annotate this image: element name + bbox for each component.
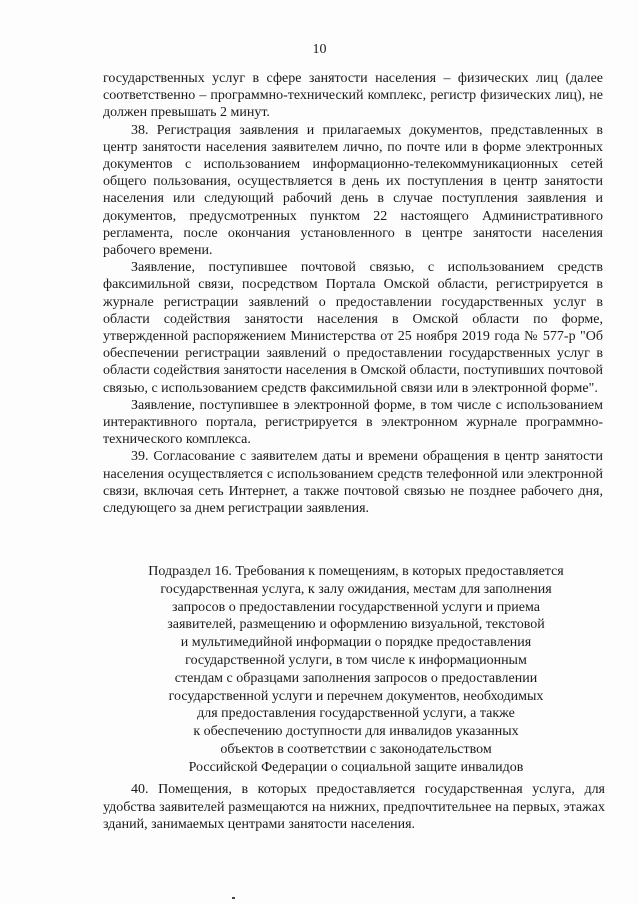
paragraph-39: 39. Согласование с заявителем даты и времени обращения в центр занятости населения осуществляется с использованием средств телефонной или электронной связи, включая сеть Интернет, а также почтовой связью не позднее рабочего дня, следующего за днем регистрации заявления.: [103, 449, 603, 517]
heading-line: запросов о предоставлении государственной услуги и приема: [172, 599, 540, 615]
heading-line: государственной услуги, в том числе к информационным: [185, 652, 527, 668]
heading-line: стендам с образцами заполнения запросов о предоставлении: [174, 670, 538, 686]
paragraph-40: [103, 781, 605, 834]
heading-line: к обеспечению доступности для инвалидов указанных: [193, 724, 519, 740]
heading-line: и мультимедийной информации о порядке предоставления: [180, 635, 532, 651]
heading-line: государственной услуги и перечнем документов, необходимых: [168, 688, 544, 704]
paragraph-40-text: 40. Помещения, в которых предоставляется государственная услуга, для удобства заявителей размещаются на нижних, предпочтительнее на первых, этажах зданий, занимаемых центрами занятости населения.: [103, 782, 605, 833]
page-number: 10: [312, 42, 327, 57]
heading-line: Подраздел 16. Требования к помещениям, в которых предоставляется: [148, 564, 564, 579]
heading-line: для предоставления государственной услуги, а также: [197, 706, 515, 722]
paragraph-38: 38. Регистрация заявления и прилагаемых документов, представленных в центр занятости населения заявителем лично, по почте или в форме электронных документов с использованием информационно-телекоммуникационных сетей общего пользования, осуществляется в день их поступления в центр занятости населения или следующий рабочий день в случае поступления заявления и документов, предусмотренных пунктом 22 настоящего Административного регламента, после окончания установленного в центре занятости населения рабочего времени.: [103, 122, 603, 259]
scan-artifact: [232, 897, 235, 899]
subsection-heading: [103, 563, 609, 777]
body-text: [103, 70, 603, 517]
heading-line: объектов в соответствии с законодательством: [220, 741, 492, 757]
paragraph-electronic-registration: Заявление, поступившее в электронной форме, в том числе с использованием интерактивного портала, регистрируется в электронном журнале программно-технического комплекса.: [103, 397, 603, 448]
heading-line: заявителей, размещению и оформлению визуальной, текстовой: [167, 617, 545, 633]
heading-line: Российской Федерации о социальной защите инвалидов: [188, 759, 524, 775]
paragraph-postal-registration: Заявление, поступившее почтовой связью, с использованием средств факсимильной связи, посредством Портала Омской области, регистрируется в журнале регистрации заявлений о предоставлении государственных услуг в области содействия занятости населения в Омской области по форме, утвержденной распоряжением Министерства от 25 ноября 2019 года № 577-р "Об обеспечении регистрации заявлений о предоставлении государственных услуг в области содействия занятости населения в Омской области, поступивших почтовой связью, с использованием средств факсимильной связи или в электронной форме".: [103, 260, 603, 396]
heading-line: государственная услуга, к залу ожидания, местам для заполнения: [160, 581, 552, 597]
paragraph-continuation: государственных услуг в сфере занятости населения – физических лиц (далее соответственно – программно-технический комплекс, регистр физических лиц), не должен превышать 2 минут.: [103, 71, 603, 121]
